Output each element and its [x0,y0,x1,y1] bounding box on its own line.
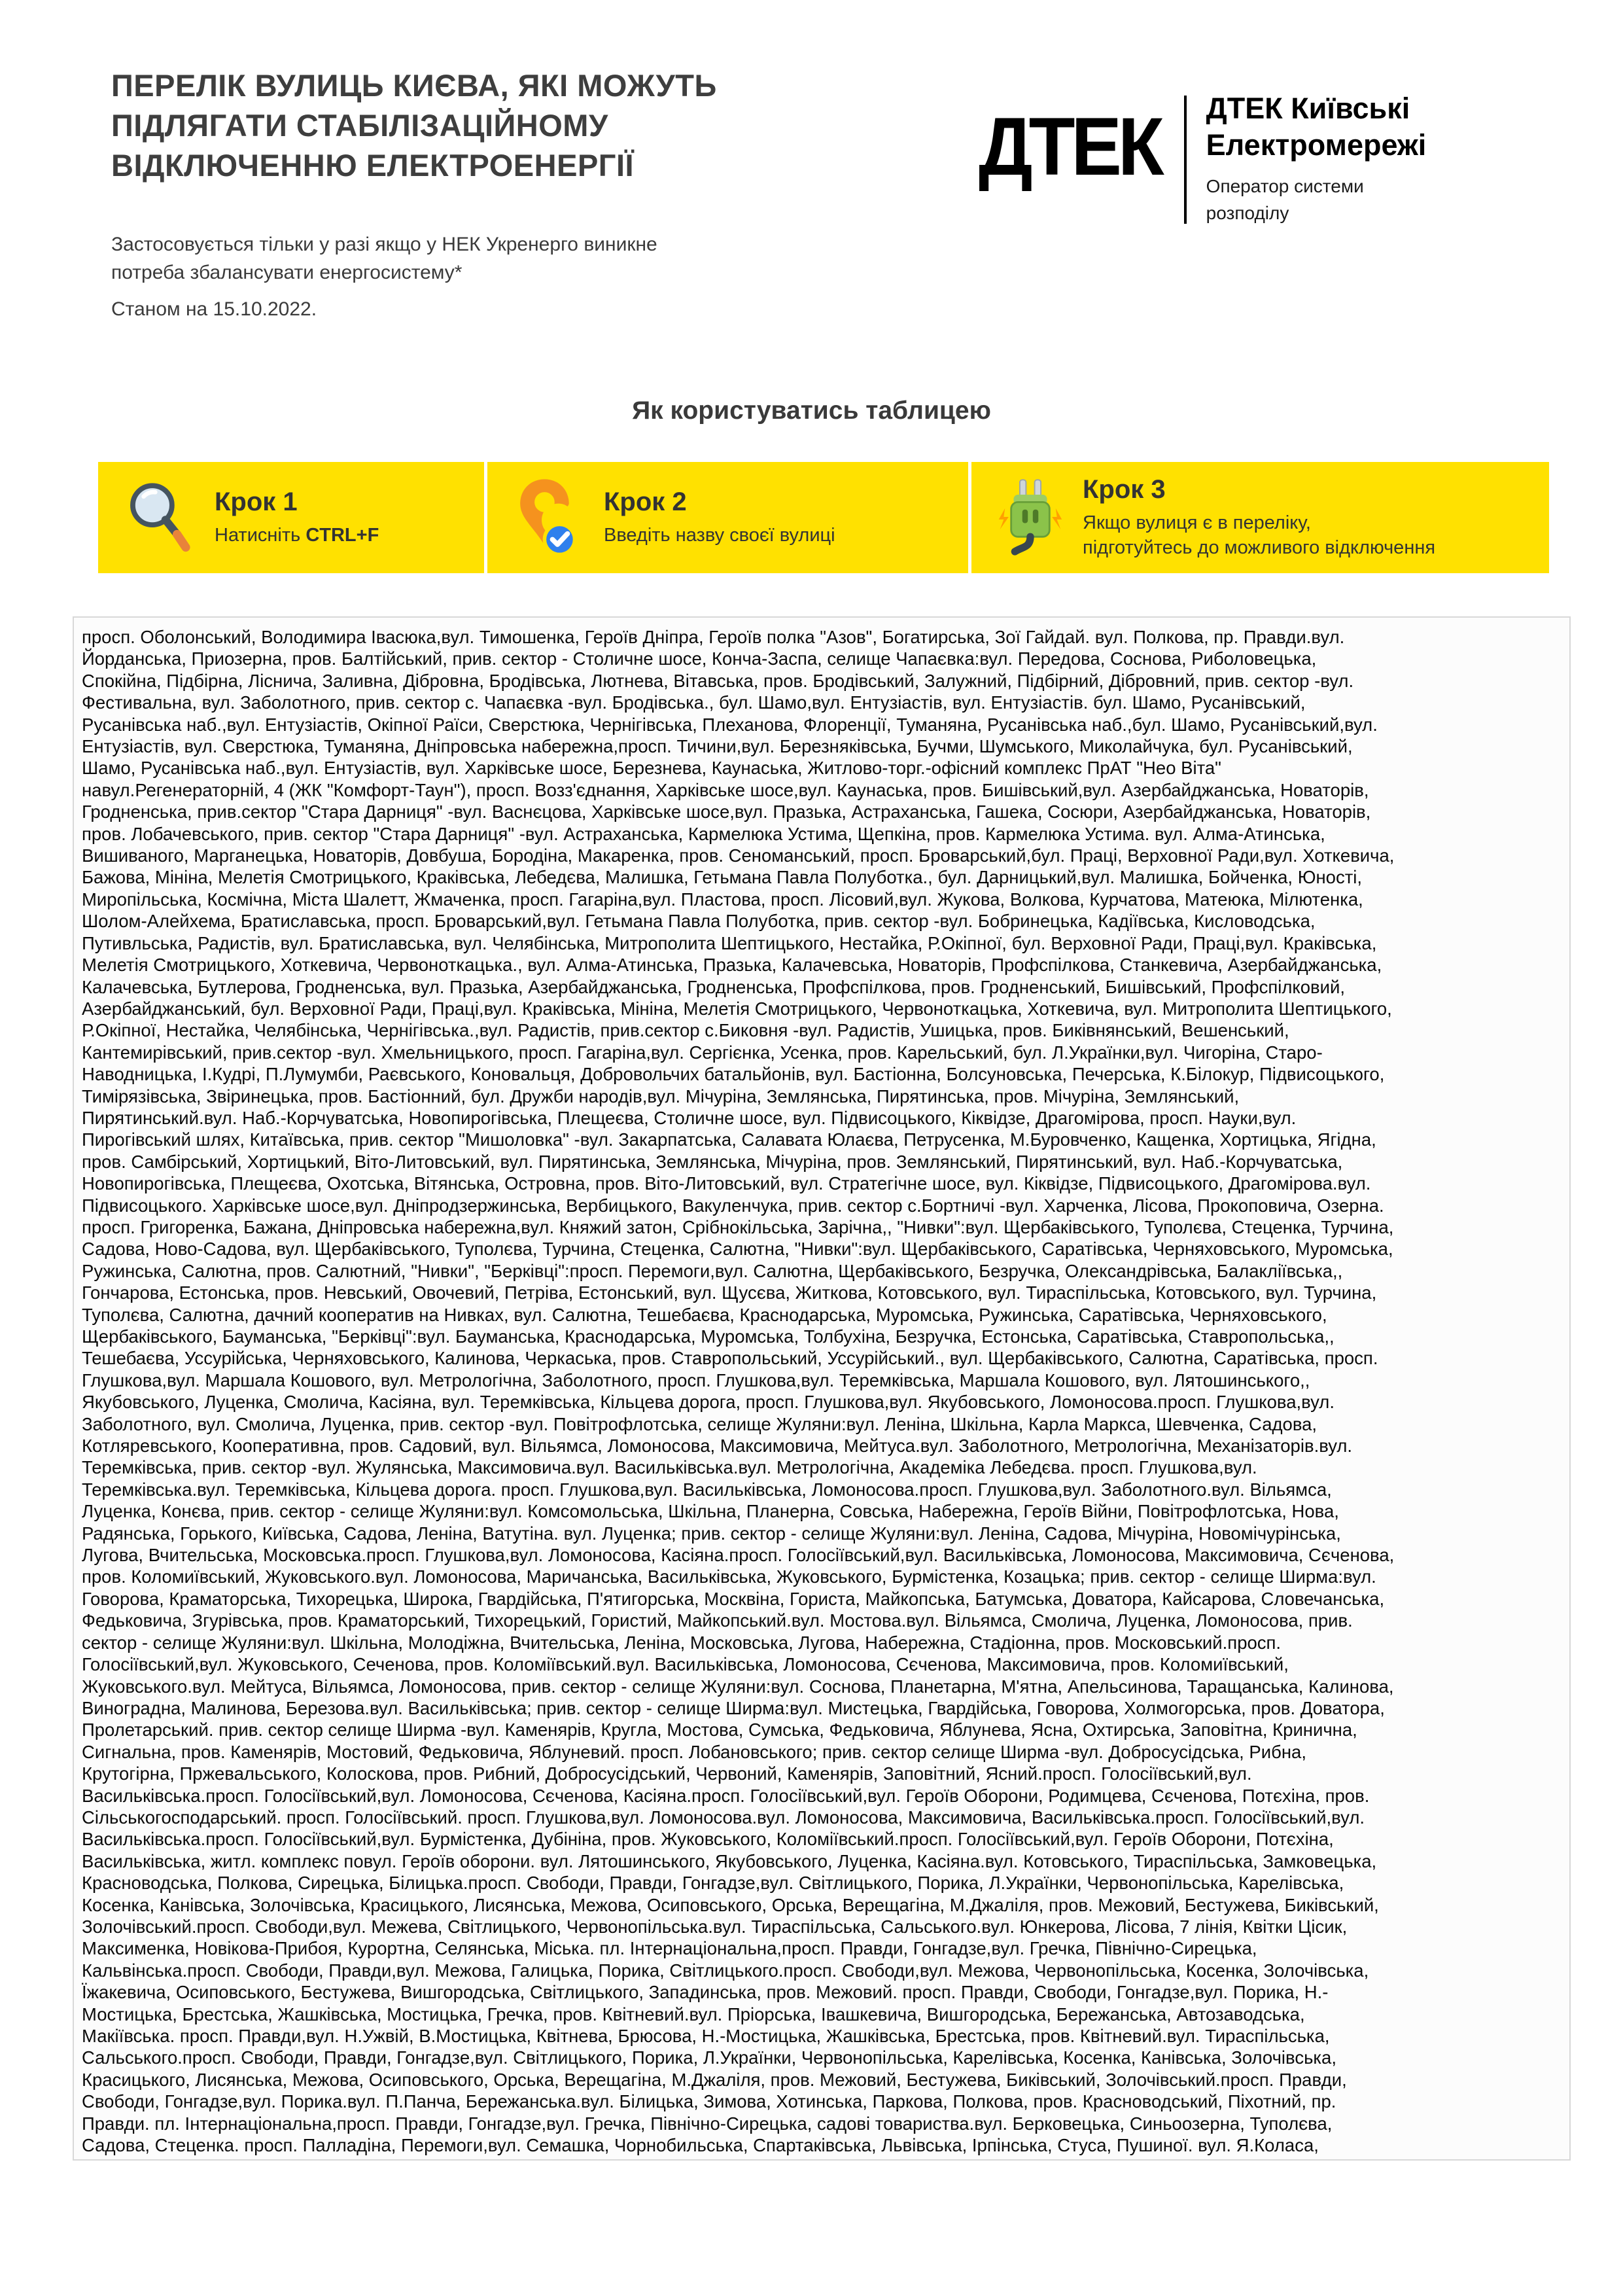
step-2-text: Введіть назву своєї вулиці [604,525,835,546]
subtitle-line: потреба збалансувати енергосистему* [111,262,462,283]
street-list-line: Вишиваного, Марганецька, Новаторів, Довбуша, Бородіна, Макаренка, пров. Сеноманський, просп. Броварський,бул. Праці, Верховної Ради,вул. Хоткевича, [82,845,1395,866]
street-list-line: Красицького, Лисянська, Межова, Осиповського, Орська, Верещагіна, М.Джаліля, пров. Межовий, Бестужева, Биківський, Золочівський.просп. Правди, [82,2069,1347,2090]
step-3-title: Крок 3 [1083,475,1166,504]
street-list-line: Васильківська.просп. Голосіївський,вул. Бурмістенка, Дубініна, пров. Жуковського, Коломіївський.просп. Голосіївський,вул. Героїв Оборони, Потєхіна, [82,1829,1334,1850]
street-list-line: Туполєва, Салютна, дачний кооператив на Нивках, вул. Салютна, Тешебаєва, Краснодарська, Муромська, Ружинська, Саратівська, Черняховського, [82,1304,1327,1325]
street-list-line: Садова, Ново-Садова, вул. Щербаківського, Туполєва, Турчина, Стеценка, Салютна, "Нивки":вул. Щербаківського, Саратівська, Черняховського, Муромська, [82,1239,1393,1260]
street-list-line: Якубовського, Луценка, Смолича, Касіяна, вул. Теремківська, Кільцева дорога, просп. Глушкова,вул. Якубовського, Ломоносова.просп. Глушкова,вул. [82,1392,1335,1413]
step-3 [971,462,1549,573]
as-of-date: Станом на 15.10.2022. [111,298,317,320]
street-list-line: Наводницька, І.Кудрі, П.Лумумби, Раєвського, Коновальця, Добровольчих батальйонів, вул. Бастіонна, Болсуновська, Печерська, К.Білокур, Підвисоцького, [82,1064,1385,1085]
street-list-line: Васильківська, житл. комплекс повул. Героїв оборони. вул. Лятошинського, Якубовського, Луценка, Касіяна.вул. Котовського, Тираспільська, Замковецька, [82,1850,1377,1871]
street-list-box [73,616,1571,2161]
logo-divider [1184,96,1187,224]
brand-text [1206,90,1427,226]
step-2-text-block [604,487,835,548]
street-list-line: Тешебаєва, Уссурійська, Черняховського, Калинова, Черкаська, пров. Ставропольський, Уссурійський., вул. Щербаківського, Салютна, Саратівська, просп. [82,1348,1378,1369]
street-list-line: Макіївська. просп. Правди,вул. Н.Ужвій, В.Мостицька, Квітнева, Брюсова, Н.-Мостицька, Жашківська, Брестська, пров. Квітневий.вул. Тираспільська, [82,2026,1330,2046]
street-list-line: Сільськогосподарський. просп. Голосіївський. просп. Глушкова,вул. Ломоносова.вул. Ломоносова, Максимовича, Васильківська.просп. Голосіївський,вул. [82,1807,1365,1828]
power-plug-icon [996,476,1064,559]
street-list-line: Лугова, Вчительська, Московська.просп. Глушкова,вул. Ломоносова, Касіяна.просп. Голосіївський,вул. Васильківська, Ломоносова, Максимовича, Сєченова, [82,1545,1395,1566]
street-list-line: Глушкова,вул. Маршала Кошового, вул. Метрологічна, Заболотного, просп. Глушкова,вул. Теремківська, Маршала Кошового, вул. Лятошинського,, [82,1369,1310,1390]
step-1 [98,462,484,573]
street-list-line: Їжакевича, Осиповського, Бестужева, Вишгородська, Світлицького, Западинська, пров. Межовий. просп. Правди, Свободи, Гонгадзе,вул. Порика, Н.- [82,1982,1329,2003]
street-list-line: Новопирогівська, Плещеєва, Охотська, Вітянська, Островна, пров. Віто-Литовський, вул. Стратегічне шосе, вул. Кіквідзе, Підвисоцького, Драгомірова.вул. [82,1173,1371,1194]
street-list-line: Миропільська, Космічна, Міста Шалетт, Жмаченка, просп. Гагаріна,вул. Пластова, просп. Лісовий,вул. Жукова, Волкова, Курчатова, Матеюка, Мілютенка, [82,889,1363,910]
street-list-line: Мелетія Смотрицького, Хоткевича, Червоноткацька., вул. Алма-Атинська, Празька, Калачевська, Новаторів, Профспілкова, Станкевича, Азербайджанська, [82,955,1382,976]
street-list-line: Косенка, Канівська, Золочівська, Красицького, Лисянська, Межова, Осиповського, Орська, Верещагіна, М.Джаліля, пров. Межовий, Бестужева, Биківський, [82,1894,1379,1915]
street-list-line: Красноводська, Полкова, Сирецька, Білицька.просп. Свободи, Правди, Гонгадзе,вул. Світлицького, Порика, Л.Українки, Червонопільська, Карелівська, [82,1873,1344,1894]
street-list-line: Сальського.просп. Свободи, Правди, Гонгадзе,вул. Світлицького, Порика, Л.Українки, Червонопільська, Карелівська, Косенка, Канівська, Золочівська, [82,2047,1336,2068]
how-to-heading: Як користуватись таблицею [632,397,991,425]
street-list-line: просп. Оболонський, Володимира Івасюка,вул. Тимошенка, Героїв Дніпра, Героїв полка "Азов", Богатирська, Зої Гайдай. вул. Полкова, пр. Правди.вул. [82,627,1345,647]
subtitle [111,230,929,323]
steps-bar [98,462,1549,573]
street-list-line: Мостицька, Брестська, Жашківська, Мостицька, Гречка, пров. Квітневий.вул. Пріорська, Івашкевича, Вишгородська, Бережанська, Автозаводська, [82,2004,1305,2024]
street-list-line: Щербаківського, Бауманська, "Берківці":вул. Бауманська, Краснодарська, Муромська, Толбухіна, Безручка, Естонська, Саратівська, Ставропольська,, [82,1326,1335,1347]
street-list-line: Бажова, Мініна, Мелетія Смотрицького, Краківська, Лебедєва, Малишка, Гетьмана Павла Полуботка., бул. Дарницький,вул. Малишка, Бойченка, Юності, [82,867,1363,888]
street-list-line: Русанівська наб.,вул. Ентузіастів, Окіпної Раїси, Сверстюка, Чернігівська, Плеханова, Флоренції, Туманяна, Русанівська наб.,бул. Шамо, Русанівський,вул. [82,714,1378,735]
street-list-line: Спокійна, Підбірна, Ліснича, Заливна, Дібровна, Бродівська, Лютнева, Вітавська, пров. Бродівський, Залужний, Підбірний, Дібровний, прив. сектор -вул. [82,670,1354,691]
street-list-line: Луценка, Конєва, прив. сектор - селище Жуляни:вул. Комсомольська, Шкільна, Планерна, Совська, Набережна, Героїв Війни, Повітрофлотська, Нова, [82,1501,1339,1522]
street-list-line: сектор - селище Жуляни:вул. Шкільна, Молодіжна, Вчительська, Леніна, Московська, Лугова, Набережна, Стадіонна, пров. Московський.просп. [82,1632,1282,1653]
street-list-line: Сигнальна, пров. Каменярів, Мостовий, Федьковича, Яблуневий. просп. Лобановського; прив. сектор селище Ширма -вул. Добросусідська, Рибна, [82,1741,1306,1762]
street-list-line: Жуковського.вул. Мейтуса, Вільямса, Ломоносова, прив. сектор - селище Жуляни:вул. Соснова, Планетарна, М'ятна, Апельсинова, Таращанська, Калинова, [82,1676,1394,1697]
step-2-title: Крок 2 [604,487,687,516]
street-list-line: Крутогірна, Пржевальського, Колоскова, пров. Рибний, Добросусідський, Червоний, Каменярів, Заповітний, Ясний.просп. Голосіївський,вул. [82,1763,1252,1784]
street-list-line: Свободи, Гонгадзе,вул. Порика.вул. П.Панча, Бережанська.вул. Білицька, Зимова, Хотинська, Паркова, Полкова, пров. Красноводський, Піхотний, пр. [82,2091,1336,2112]
step-3-text-line: Якщо вулиця є в переліку, [1083,512,1311,533]
street-list-line: Шамо, Русанівська наб.,вул. Ентузіастів, вул. Харківське шосе, Березнева, Каунаська, Житлово-торг.-офісний комплекс ПрАТ "Нео Віта" [82,758,1221,779]
street-list-line: Пролетарський. прив. сектор селище Ширма -вул. Каменярів, Кругла, Мостова, Сумська, Федьковича, Яблунева, Ясна, Охтирська, Заповітна, Кринична, [82,1720,1357,1740]
street-list-line: Путивльська, Радистів, вул. Братиславська, вул. Челябінська, Митрополита Шептицького, Нестайка, Р.Окіпної, бул. Верховної Ради, Праці,вул. Краківська, [82,932,1377,953]
street-list-line: пров. Коломиївський, Жуковського.вул. Ломоносова, Маричанська, Васильківська, Жуковського, Бурмістенка, Козацька; прив. сектор - селище Ширма:вул. [82,1566,1376,1587]
street-list-line: Шолом-Алейхема, Братиславська, просп. Броварський,вул. Гетьмана Павла Полуботка, прив. сектор -вул. Бобринецька, Кадіївська, Кисловодська, [82,911,1316,932]
street-list-line: просп. Григоренка, Бажана, Дніпровська набережна,вул. Княжий затон, Срібнокільська, Зарічна,, "Нивки":вул. Щербаківського, Туполєва, Стеценка, Турчина, [82,1216,1394,1237]
street-list-line: Котляревського, Кооперативна, пров. Садовий, вул. Вільямса, Ломоносова, Максимовича, Мейтуса.вул. Заболотного, Метрологічна, Механізаторів.вул. [82,1436,1353,1457]
step-1-text [215,523,379,548]
brand-name-line: Електромережі [1206,128,1427,162]
location-pin-check-icon [512,476,585,559]
street-list-line: Радянська, Горького, Київська, Садова, Леніна, Ватутіна. вул. Луценка; прив. сектор - селище Жуляни:вул. Леніна, Садова, Мічуріна, Новомічурінська, [82,1523,1341,1544]
brand-descriptor-line: розподілу [1206,203,1289,223]
street-list-line: Васильківська.просп. Голосіївський,вул. Ломоносова, Сєченова, Касіяна.просп. Голосіївський,вул. Героїв Оборони, Родимцева, Сєченова, Потєхіна, пров. [82,1785,1370,1806]
street-list-line: Ружинська, Салютна, пров. Салютний, "Нивки", "Берківці":просп. Перемоги,вул. Салютна, Щербаківського, Безручка, Олександрівська, Балакліївська,, [82,1260,1343,1281]
brand-name [1206,90,1427,164]
street-list-line: Пирогівський шлях, Китаївська, прив. сектор "Мишоловка" -вул. Закарпатська, Салавата Юлаєва, Петрусенка, М.Буровченко, Кащенка, Хортицька, Ягідна, [82,1129,1376,1150]
street-list-line: Говорова, Краматорська, Тихорецька, Широка, Гвардійська, П'ятигорська, Москвіна, Гориста, Майкопська, Батумська, Доватора, Кайсарова, Словечанська, [82,1588,1385,1609]
subtitle-line: Застосовується тільки у разі якщо у НЕК Укренерго виникне [111,234,657,255]
street-list-line: Калачевська, Бутлерова, Гродненська, вул. Празька, Азербайджанська, Гродненська, Профспілкова, пров. Гродненський, Бишівський, Профспілковий, [82,976,1345,997]
street-list-line: Тимірязівська, Звіринецька, пров. Бастіонний, бул. Дружби народів,вул. Мічуріна, Землянська, Пирятинська, пров. Мічуріна, Землянський, [82,1086,1240,1106]
street-list-line: Виноградна, Малинова, Березова.вул. Васильківська; прив. сектор - селище Ширма:вул. Мистецька, Гвардійська, Говорова, Холмогорська, пров. Доватора, [82,1697,1385,1718]
street-list-line: Ентузіастів, вул. Сверстюка, Туманяна, Дніпровська набережна,просп. Тичини,вул. Березняківська, Бучми, Шумського, Миколайчука, бул. Русанівський, [82,736,1353,757]
step-1-text-block [215,487,379,548]
magnifier-icon [123,478,196,557]
street-list-line: Правди. пл. Інтернаціональна,просп. Правди, Гонгадзе,вул. Гречка, Північно-Сирецька, садові товариства.вул. Берковецька, Синьоозерна, Туполєва, [82,2113,1333,2134]
street-list-line: Кантемирівський, прив.сектор -вул. Хмельницького, просп. Гагаріна,вул. Сергієнка, Усенка, пров. Карельський, бул. Л.Українки,вул. Чигоріна, Старо- [82,1042,1323,1063]
street-list-line: Фестивальна, вул. Заболотного, прив. сектор с. Чапаєвка -вул. Бродівська., бул. Шамо,вул. Ентузіастів, вул. Ентузіастів. бул. Шамо, Русанівський, [82,692,1306,713]
street-list-line: пров. Лобачевського, прив. сектор "Стара Дарниця" -вул. Астраханська, Кармелюка Устима, Щепкіна, пров. Кармелюка Устима. вул. Алма-Атинська, [82,823,1325,844]
street-list-line: Теремківська, прив. сектор -вул. Жулянська, Максимовича.вул. Васильківська.вул. Метрологічна, Академіка Лебедєва. просп. Глушкова,вул. [82,1457,1257,1478]
step-3-text-line: підготуйтесь до можливого відключення [1083,537,1436,558]
street-list-line: Йорданська, Приозерна, пров. Балтійський, прив. сектор - Столичне шосе, Конча-Заспа, селище Чапаєвка:вул. Передова, Соснова, Риболовецька, [82,648,1317,669]
street-list-line: навул.Регенераторній, 4 (ЖК "Комфорт-Таун"), просп. Возз'єднання, Харківське шосе,вул. Каунаська, пров. Бишівський,вул. Азербайджанська, Новаторів, [82,779,1369,800]
street-list-line: Р.Окіпної, Нестайка, Челябінська, Чернігівська.,вул. Радистів, прив.сектор с.Биковня -вул. Радистів, Ушицька, пров. Биківнянський, Вешенський, [82,1020,1289,1041]
street-list-line: Золочівський.просп. Свободи,вул. Межева, Світлицького, Червонопільська.вул. Тираспільська, Сальського.вул. Юнкерова, Лісова, 7 лінія, Квітки Цісик, [82,1916,1348,1937]
step-1-hotkey: CTRL+F [305,525,379,546]
page-title [111,65,929,185]
page-title-line: ПІДЛЯГАТИ СТАБІЛІЗАЦІЙНОМУ [111,108,608,143]
step-1-text-prefix: Натисніть [215,525,306,546]
street-list-line: Кальвінська.просп. Свободи, Правди,вул. Межова, Галицька, Порика, Світлицького.просп. Свободи,вул. Межова, Червонопільська, Косенка, Золочівська, [82,1960,1369,1981]
street-list-line: Садова, Стеценка. просп. Палладіна, Перемоги,вул. Семашка, Чорнобильська, Спартаківська, Львівська, Ірпінська, Стуса, Пушиної. вул. Я.Коласа, [82,2135,1319,2156]
brand-name-line: ДТЕК Київські [1206,92,1410,125]
street-list-line: Федьковича, Згурівська, пров. Краматорський, Тихорецький, Гористий, Майкопський.вул. Мостова.вул. Вільямса, Смолича, Луценка, Ломоносова, прив. [82,1610,1353,1631]
street-list-line: Пирятинський.вул. Наб.-Корчуватська, Новопирогівська, Плещеєва, Столичне шосе, вул. Підвисоцького, Кіквідзе, Драгомірова, просп. Науки,вул. [82,1107,1297,1128]
street-list-line: Максименка, Новікова-Прибоя, Курортна, Селянська, Міська. пл. Інтернаціональна,просп. Правди, Гонгадзе,вул. Гречка, Північно-Сирецька, [82,1938,1257,1959]
street-list-line: Гончарова, Естонська, пров. Невський, Овочевий, Петріва, Естонський, вул. Щусєва, Житкова, Котовського, вул. Тираспільська, Котовського, вул. Турчина, [82,1282,1377,1303]
street-list-line: Теремківська.вул. Теремківська, Кільцева дорога. просп. Глушкова,вул. Васильківська, Ломоносова.просп. Глушкова,вул. Заболотного.вул. Вільямса, [82,1479,1332,1500]
step-1-title: Крок 1 [215,487,298,516]
street-list-line: пров. Самбірський, Хортицький, Віто-Литовський, вул. Пирятинська, Землянська, Мічуріна, пров. Землянський, Пирятинський, вул. Наб.-Корчуватська, [82,1151,1343,1172]
page-title-line: ПЕРЕЛІК ВУЛИЦЬ КИЄВА, ЯКІ МОЖУТЬ [111,68,717,103]
street-list-line: Азербайджанський, бул. Верховної Ради, Праці,вул. Краківська, Мініна, Мелетія Смотрицького, Червоноткацька, Хоткевича, вул. Митрополита Шептицького, [82,998,1392,1019]
page-title-line: ВІДКЛЮЧЕННЮ ЕЛЕКТРОЕНЕРГІЇ [111,148,634,183]
street-list-line: Голосіївський,вул. Жуковського, Сеченова, пров. Коломіївський.вул. Васильківська, Ломоносова, Сєченова, Максимовича, пров. Коломиївський, [82,1654,1289,1675]
street-list-line: Підвисоцького. Харківське шосе,вул. Дніпродзержинська, Вербицького, Вакуленчука, прив. сектор с.Бортничі -вул. Харченка, Лісова, Прокоповича, Озерна. [82,1195,1384,1216]
brand-descriptor-line: Оператор системи [1206,176,1364,196]
step-3-text [1083,510,1435,560]
dtek-logo [979,90,1426,226]
street-list-line: Заболотного, вул. Смолича, Луценка, прив. сектор -вул. Повітрофлотська, селище Жуляни:вул. Леніна, Шкільна, Карла Маркса, Шевченка, Садова, [82,1413,1318,1434]
brand-descriptor [1206,173,1427,226]
step-2 [487,462,968,573]
dtek-wordmark: ДТЕК [979,100,1161,193]
street-list-line: Гродненська, прив.сектор "Стара Дарниця" -вул. Васнєцова, Харківське шосе,вул. Празька, Астраханська, Гашека, Сосюри, Азербайджанська, Новаторів, [82,802,1371,822]
step-3-text-block [1083,475,1435,560]
